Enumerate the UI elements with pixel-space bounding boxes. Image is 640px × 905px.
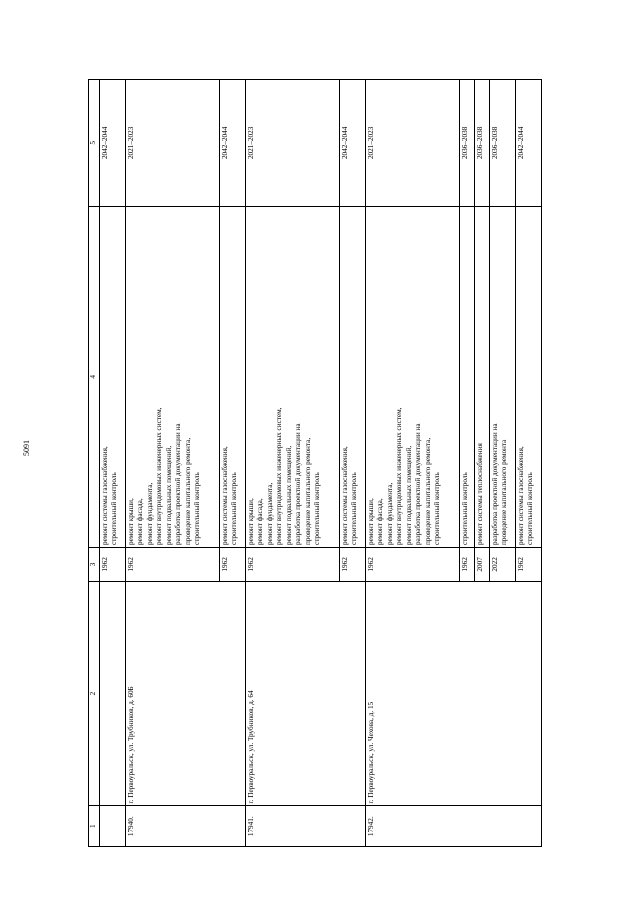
cell-year: 1962	[365, 548, 459, 582]
header-cell: 4	[89, 206, 100, 547]
work-line: строительный контроль	[526, 472, 535, 545]
work-line: разработка проектной документации на	[490, 423, 499, 545]
table-row	[365, 80, 459, 847]
cell-year: 1962	[219, 548, 245, 582]
work-line: разработка проектной документации на	[294, 423, 303, 545]
work-line: строительный контроль	[230, 472, 239, 545]
work-line: строительный контроль	[313, 472, 322, 545]
work-line: строительный контроль	[460, 472, 469, 545]
cell-period: 2021–2023	[245, 80, 339, 207]
cell-period: 2042–2044	[515, 80, 541, 207]
work-line: ремонт системы теплоснабжения	[475, 443, 484, 545]
cell-works	[219, 206, 245, 547]
work-line: проведение капитального ремонта,	[303, 437, 312, 545]
cell-period: 2036–2038	[489, 80, 515, 207]
cell-address	[99, 581, 125, 806]
cell-works	[365, 206, 459, 547]
cell-year: 2022	[489, 548, 515, 582]
cell-period: 2021–2023	[125, 80, 219, 207]
cell-works	[125, 206, 219, 547]
work-line: разработка проектной документации на	[174, 423, 183, 545]
work-line: ремонт подвальных помещений,	[164, 445, 173, 545]
cell-works	[489, 206, 515, 547]
cell-period: 2021–2023	[365, 80, 459, 207]
work-line: ремонт системы газоснабжения,	[340, 446, 349, 545]
cell-works	[339, 206, 365, 547]
cell-year: 1962	[339, 548, 365, 582]
cell-year: 1962	[459, 548, 474, 582]
work-line: ремонт фундамента,	[265, 482, 274, 545]
cell-address: г. Первоуральск, ул. Чехова, д. 15	[365, 581, 541, 806]
cell-address: г. Первоуральск, ул. Трубников, д. 60Б	[125, 581, 245, 806]
work-line: ремонт внутридомовых инженерных систем,	[395, 407, 404, 545]
work-line: ремонт внутридомовых инженерных систем,	[155, 407, 164, 545]
cell-year: 1962	[99, 548, 125, 582]
cell-period: 2042–2044	[339, 80, 365, 207]
table-row	[245, 80, 339, 847]
cell-year: 2007	[474, 548, 489, 582]
cell-period: 2042–2044	[99, 80, 125, 207]
work-line: строительный контроль	[350, 472, 359, 545]
cell-works	[474, 206, 489, 547]
cell-year: 1962	[245, 548, 339, 582]
table-body	[89, 80, 542, 847]
header-row	[89, 80, 100, 847]
page-number: 5091	[22, 440, 31, 456]
cell-address: г. Первоуральск, ул. Трубников, д. 64	[245, 581, 365, 806]
work-line: ремонт фундамента,	[385, 482, 394, 545]
work-line: ремонт подвальных помещений,	[284, 445, 293, 545]
work-line: ремонт внутридомовых инженерных систем,	[275, 407, 284, 545]
table-row	[125, 80, 219, 847]
work-line: ремонт крыши,	[366, 498, 375, 545]
cell-works	[99, 206, 125, 547]
cell-works	[245, 206, 339, 547]
work-line: ремонт крыши,	[246, 498, 255, 545]
header-cell: 1	[89, 806, 100, 847]
work-line: ремонт крыши,	[126, 498, 135, 545]
cell-number: 17940.	[125, 806, 245, 847]
work-line: строительный контроль	[433, 472, 442, 545]
work-line: проведение капитального ремонта,	[183, 437, 192, 545]
header-cell: 3	[89, 548, 100, 582]
work-line: строительный контроль	[193, 472, 202, 545]
cell-period: 2042–2044	[219, 80, 245, 207]
work-line: ремонт системы газоснабжения,	[220, 446, 229, 545]
cell-year: 1962	[515, 548, 541, 582]
cell-works	[459, 206, 474, 547]
cell-year: 1962	[125, 548, 219, 582]
work-line: ремонт системы газоснабжения,	[100, 446, 109, 545]
cell-period: 2036–2038	[459, 80, 474, 207]
work-line: ремонт фасада,	[256, 498, 265, 545]
header-cell: 5	[89, 80, 100, 207]
work-line: ремонт системы газоснабжения,	[516, 446, 525, 545]
work-line: ремонт фасада,	[136, 498, 145, 545]
capital-repair-table	[88, 79, 542, 847]
continuation-row	[99, 80, 125, 847]
rotated-page	[88, 79, 542, 847]
work-line: ремонт фундамента,	[145, 482, 154, 545]
cell-period: 2036–2038	[474, 80, 489, 207]
work-line: проведение капитального ремонта,	[423, 437, 432, 545]
cell-number	[99, 806, 125, 847]
work-line: ремонт подвальных помещений,	[404, 445, 413, 545]
cell-number: 17941.	[245, 806, 365, 847]
work-line: ремонт фасада,	[376, 498, 385, 545]
cell-works	[515, 206, 541, 547]
header-cell: 2	[89, 581, 100, 806]
work-line: строительный контроль	[110, 472, 118, 545]
work-line: разработка проектной документации на	[414, 423, 423, 545]
cell-number: 17942.	[365, 806, 541, 847]
work-line: проведение капитального ремонта	[500, 439, 509, 545]
